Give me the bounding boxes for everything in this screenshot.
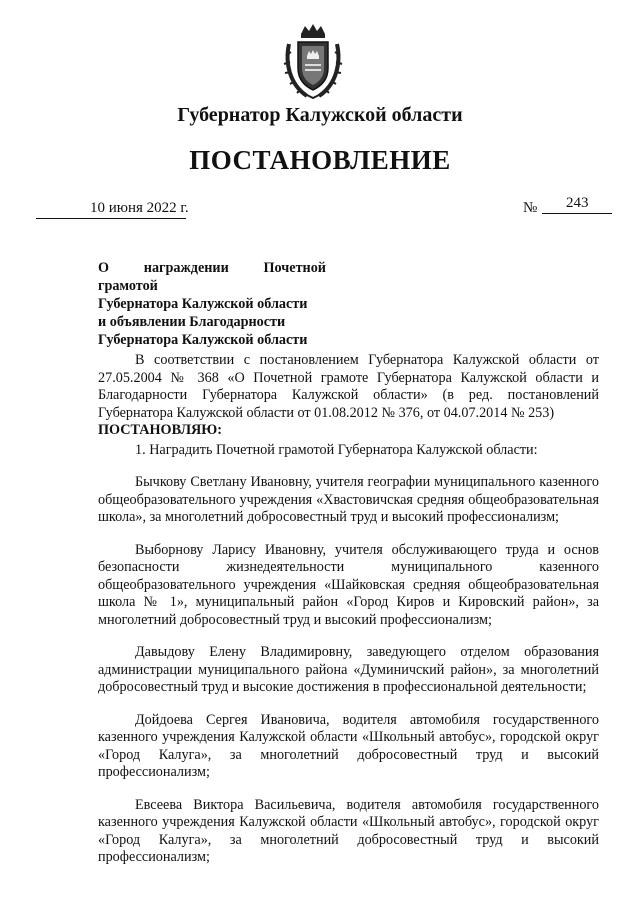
item-1-paragraph: 1. Наградить Почетной грамотой Губернатора Калужской области:: [135, 441, 538, 458]
document-number: 243: [566, 195, 589, 211]
governor-title: Губернатор Калужской области: [177, 104, 463, 126]
subject-line: О награждении Почетной грамотой: [98, 260, 326, 294]
awardee-paragraph: Дойдоева Сергея Ивановича, водителя автомобиля государственного казенного учреждения Калужской области «Школьный автобус», городской округ «Город Калуга», за многолетний добросовестный труд и высокий профессионализм;: [98, 711, 599, 780]
number-sign: №: [523, 200, 538, 216]
awardee-paragraph: Выборнову Ларису Ивановну, учителя обслуживающего труда и основ безопасности жизнедеятельности муниципального казенного общеобразовательного учреждения «Шайковская средняя общеобразовательная школа № 1», муниципальный район «Город Киров и Кировский район», за многолетний добросовестный труд и высокий профессионализм;: [98, 541, 599, 628]
document-type-title: ПОСТАНОВЛЕНИЕ: [189, 145, 451, 175]
date-underline: [36, 218, 186, 219]
awardee-paragraph: Евсеева Виктора Васильевича, водителя автомобиля государственного казенного учреждения Калужской области «Школьный автобус», городской округ «Город Калуга», за многолетний добросовестный труд и высокий профессионализм;: [98, 796, 599, 865]
document-body: [98, 352, 599, 867]
number-underline: [542, 213, 612, 214]
intro-paragraph: В соответствии с постановлением Губернатора Калужской области от 27.05.2004 № 368 «О Почетной грамоте Губернатора Калужской области и Благодарности Губернатора Калужской области» (в ред. постановлений Губернатора Калужской области от 01.08.2012 № 376, от 04.07.2014 № 253): [98, 352, 599, 421]
subject-line: Губернатора Калужской области: [98, 332, 308, 348]
coat-of-arms-emblem: [283, 22, 343, 100]
subject-line: и объявлении Благодарности: [98, 314, 286, 330]
decree-word: ПОСТАНОВЛЯЮ:: [98, 422, 223, 438]
awardee-paragraph: Давыдову Елену Владимировну, заведующего отделом образования администрации муниципального района «Думиничский район», за многолетний добросовестный труд и высокие достижения в профессиональной деятельности;: [98, 644, 599, 695]
document-subject: [98, 259, 326, 349]
document-date: 10 июня 2022 г.: [90, 200, 189, 216]
subject-line: Губернатора Калужской области: [98, 296, 308, 312]
awardee-paragraph: Бычкову Светлану Ивановну, учителя географии муниципального казенного общеобразовательного учреждения «Хвастовичская средняя общеобразовательная школа», за многолетний добросовестный труд и высокий профессионализм;: [98, 474, 599, 525]
